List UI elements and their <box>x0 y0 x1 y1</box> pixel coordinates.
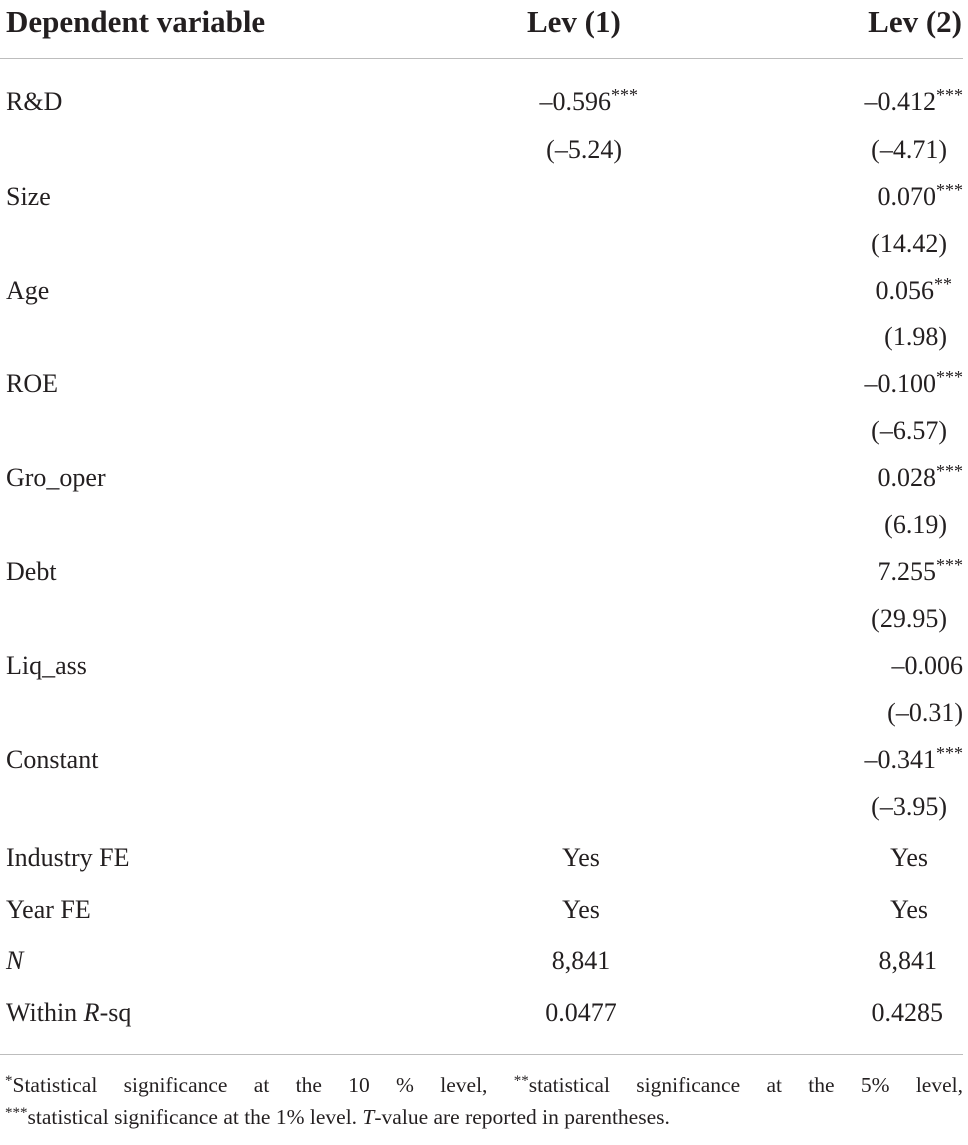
coef-age-col2: 0.056** <box>875 274 952 305</box>
header-lev-1: Lev (1) <box>527 4 621 39</box>
coef-size-col2: 0.070*** <box>877 180 963 211</box>
row-label-within-rsq: Within R-sq <box>6 998 132 1027</box>
tval-gro-oper-col2: (6.19) <box>884 510 947 539</box>
tval-liq-ass-col2: (–0.31) <box>887 698 963 727</box>
tval-size-col2: (14.42) <box>871 229 947 258</box>
tval-rnd-col1: (–5.24) <box>546 135 622 164</box>
industry-fe-col1: Yes <box>562 843 600 872</box>
row-label-debt: Debt <box>6 557 57 586</box>
coef-debt-col2: 7.255*** <box>877 555 963 586</box>
coef-roe-col2: –0.100*** <box>864 367 963 398</box>
rsq-col2: 0.4285 <box>871 998 943 1027</box>
tval-rnd-col2: (–4.71) <box>871 135 947 164</box>
coef-rnd-col1: –0.596*** <box>539 85 638 116</box>
row-label-age: Age <box>6 276 50 305</box>
tval-age-col2: (1.98) <box>884 322 947 351</box>
header-divider <box>0 58 963 59</box>
row-label-gro-oper: Gro_oper <box>6 463 106 492</box>
coef-constant-col2: –0.341*** <box>864 743 963 774</box>
year-fe-col2: Yes <box>890 895 928 924</box>
coef-liq-ass-col2: –0.006 <box>891 651 963 680</box>
row-label-size: Size <box>6 182 51 211</box>
tval-roe-col2: (–6.57) <box>871 416 947 445</box>
coef-gro-oper-col2: 0.028*** <box>877 461 963 492</box>
row-label-constant: Constant <box>6 745 99 774</box>
table-footnote: *Statistical significance at the 10 % level, **statistical significance at the 5% level, ***statistical significance at the 1% level. T-value are reported in parentheses. <box>5 1072 963 1129</box>
row-label-year-fe: Year FE <box>6 895 91 924</box>
year-fe-col1: Yes <box>562 895 600 924</box>
tval-debt-col2: (29.95) <box>871 604 947 633</box>
row-label-industry-fe: Industry FE <box>6 843 130 872</box>
row-label-n: N <box>6 946 24 975</box>
row-label-rnd: R&D <box>6 87 63 116</box>
header-dependent-variable: Dependent variable <box>6 4 266 39</box>
industry-fe-col2: Yes <box>890 843 928 872</box>
n-col2: 8,841 <box>878 946 937 975</box>
row-label-roe: ROE <box>6 369 58 398</box>
coef-rnd-col2: –0.412*** <box>864 85 963 116</box>
table-header <box>0 0 968 58</box>
header-lev-2: Lev (2) <box>868 4 962 39</box>
rsq-col1: 0.0477 <box>545 998 617 1027</box>
footer-divider <box>0 1054 963 1055</box>
n-col1: 8,841 <box>551 946 611 975</box>
tval-constant-col2: (–3.95) <box>871 792 947 821</box>
row-label-liq-ass: Liq_ass <box>6 651 87 680</box>
